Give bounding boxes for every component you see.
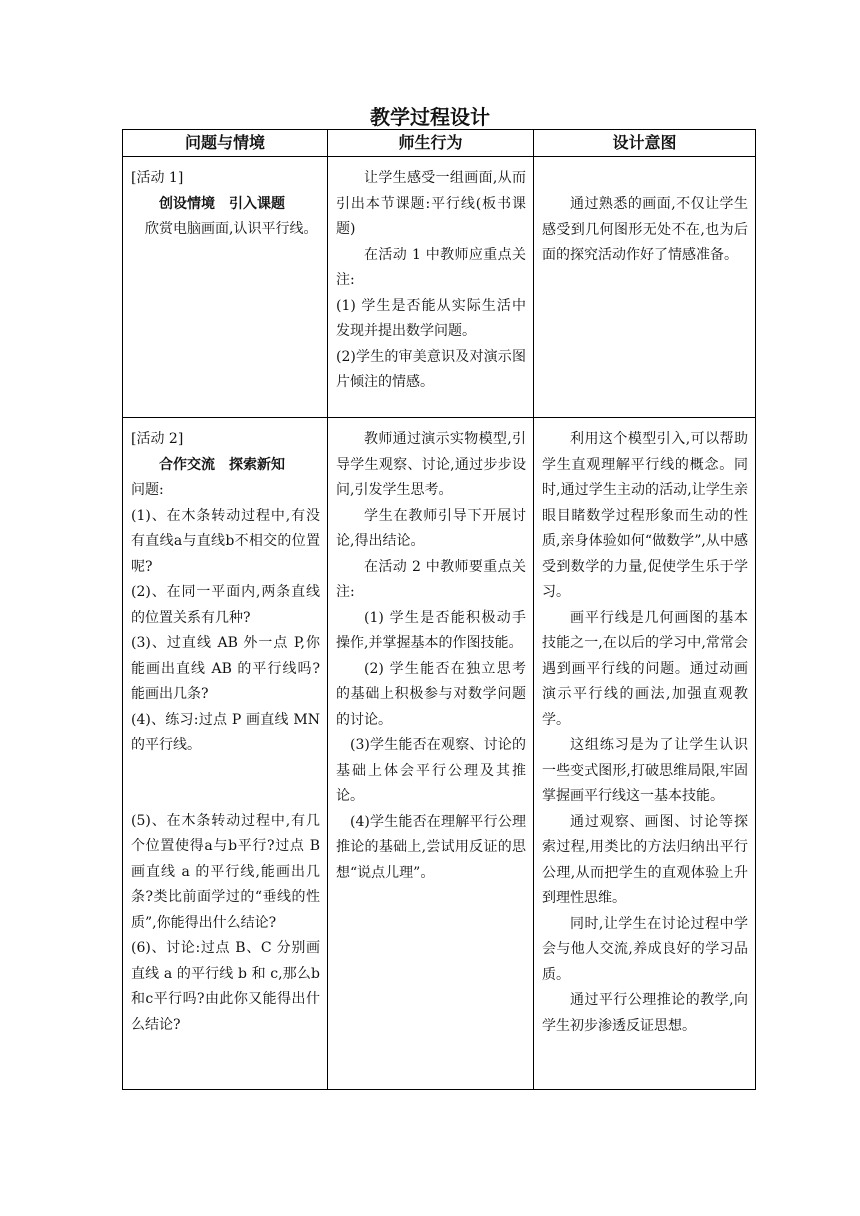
activity2-intent-1: 利用这个模型引入,可以帮助学生直观理解平行线的概念。同时,通过学生主动的活动,让学生亲眼目睹数学过程形象而生动的性质,亲身体验如何“做数学”,从中感受到数学的力量,促使学生乐于学习。: [542, 431, 748, 600]
activity2-behavior-cell: [328, 418, 534, 1090]
activity1-problem-cell: [123, 157, 328, 418]
activity2-behavior-5: (2) 学生能否在独立思考的基础上积极参与对数学问题的讨论。: [336, 660, 526, 728]
table-row: [123, 418, 756, 1090]
table-header-row: [123, 130, 756, 157]
activity2-intent-5: 同时,让学生在讨论过程中学会与他人交流,养成良好的学习品质。: [542, 915, 748, 983]
activity2-intent-cell: [534, 418, 756, 1090]
header-behavior: 师生行为: [328, 130, 534, 157]
activity1-behavior-cell: [328, 157, 534, 418]
activity2-behavior-2: 学生在教师引导下开展讨论,得出结论。: [336, 507, 526, 549]
activity2-problem-4: (4)、练习:过点 P 画直线 MN 的平行线。: [131, 711, 320, 753]
activity1-label: [活动 1]: [131, 170, 184, 186]
activity1-behavior-3: (1) 学生是否能从实际生活中发现并提出数学问题。: [336, 297, 526, 339]
activity1-heading: 创设情境 引入课题: [159, 195, 285, 212]
activity2-problem-6: (6)、讨论:过点 B、C 分别画直线 a 的平行线 b 和 c,那么b和c平行吗?由此你又能得出什么结论?: [131, 940, 320, 1033]
activity2-problem-1: (1)、在木条转动过程中,有没有直线a与直线b不相交的位置呢?: [131, 507, 320, 575]
activity1-behavior-1: 让学生感受一组画面,从而引出本节课题:平行线(板书课题): [336, 170, 526, 237]
activity2-label: [活动 2]: [131, 431, 184, 447]
activity2-problem-cell: [123, 418, 328, 1090]
activity2-intent-6: 通过平行公理推论的教学,向学生初步渗透反证思想。: [542, 992, 748, 1034]
activity2-problem-5: (5)、在木条转动过程中,有几个位置使得a与b平行?过点 B 画直线 a 的平行线,能画出几条?类比前面学过的“垂线的性质”,你能得出什么结论?: [131, 812, 320, 931]
activity1-intent-cell: [534, 157, 756, 418]
activity1-behavior-4: (2)学生的审美意识及对演示图片倾注的情感。: [336, 348, 526, 390]
activity2-intent-4: 通过观察、画图、讨论等探索过程,用类比的方法归纳出平行公理,从而把学生的直观体验上升到理性思维。: [542, 813, 748, 906]
activity2-problem-2: (2)、在同一平面内,两条直线的位置关系有几种?: [131, 584, 320, 626]
activity1-behavior-2: 在活动 1 中教师应重点关注:: [336, 246, 526, 288]
activity2-behavior-3: 在活动 2 中教师要重点关注:: [336, 558, 526, 600]
activity2-intent-2: 画平行线是几何画图的基本技能之一,在以后的学习中,常常会遇到画平行线的问题。通过动画演示平行线的画法,加强直观教学。: [542, 609, 748, 728]
activity2-problem-label: 问题:: [131, 482, 164, 498]
header-problem: 问题与情境: [123, 130, 328, 157]
activity2-behavior-1: 教师通过演示实物模型,引导学生观察、讨论,通过步步设问,引发学生思考。: [336, 431, 526, 498]
table-row: [123, 157, 756, 418]
activity1-intent: 通过熟悉的画面,不仅让学生感受到几何图形无处不在,也为后面的探究活动作好了情感准备。: [542, 196, 748, 263]
activity2-behavior-6: (3)学生能否在观察、讨论的基础上体会平行公理及其推论。: [336, 737, 526, 804]
header-intent: 设计意图: [534, 130, 756, 157]
activity2-heading: 合作交流 探索新知: [159, 456, 285, 473]
activity2-problem-3: (3)、过直线 AB 外一点 P,你能画出直线 AB 的平行线吗?能画出几条?: [131, 635, 320, 702]
activity1-problem: 欣赏电脑画面,认识平行线。: [145, 221, 318, 237]
page-title: 教学过程设计: [370, 105, 490, 129]
lesson-process-table: [122, 129, 756, 1090]
activity2-behavior-7: (4)学生能否在理解平行公理推论的基础上,尝试用反证的思想“说点儿理”。: [336, 813, 526, 881]
activity2-intent-3: 这组练习是为了让学生认识一些变式图形,打破思维局限,牢固掌握画平行线这一基本技能。: [542, 737, 748, 804]
activity2-behavior-4: (1) 学生是否能积极动手操作,并掌握基本的作图技能。: [336, 609, 526, 651]
